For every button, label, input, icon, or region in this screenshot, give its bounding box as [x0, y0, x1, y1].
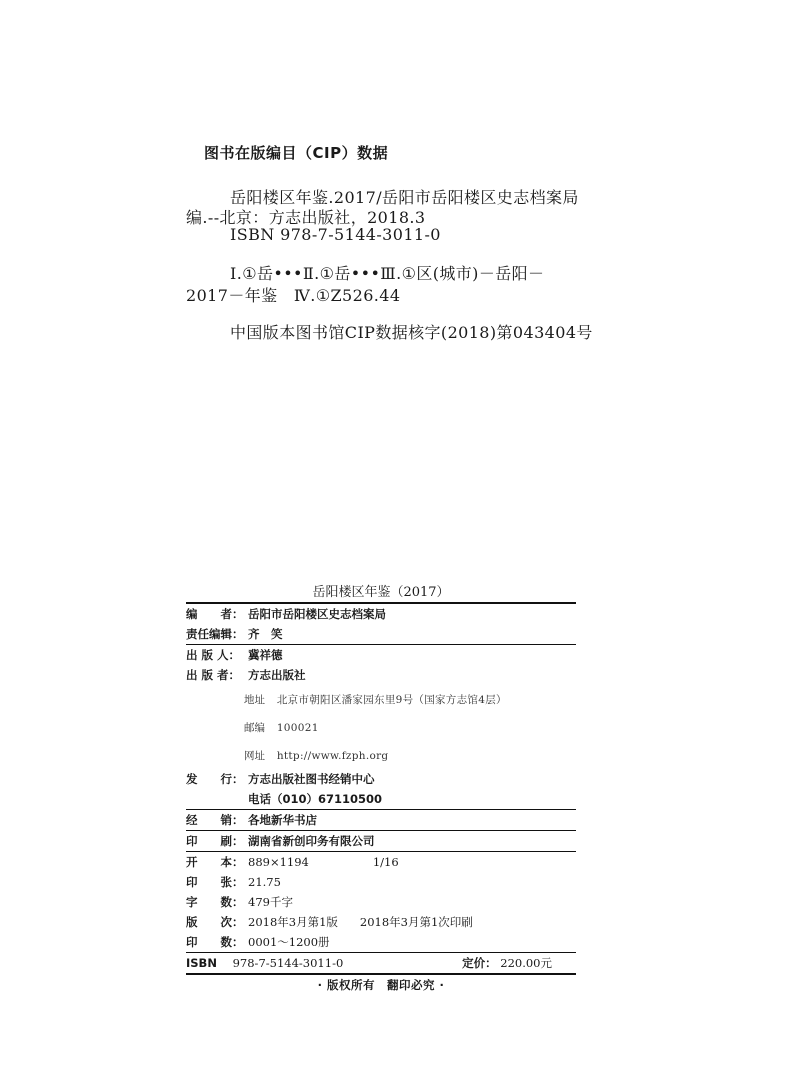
website-row	[186, 741, 576, 769]
publisher-row	[186, 665, 576, 685]
cip-line-isbn: ISBN 978-7-5144-3011-0	[230, 225, 441, 244]
seller-value: 各地新华书店	[248, 813, 317, 827]
print-run-row	[186, 932, 576, 952]
printer-row	[186, 831, 576, 851]
printing-value: 2018年3月第1次印刷	[359, 915, 473, 929]
cip-line-title: 岳阳楼区年鉴.2017/岳阳市岳阳楼区史志档案局	[230, 188, 579, 207]
cip-line-publisher: 编.--北京：方志出版社，2018.3	[186, 208, 426, 227]
address-key: 地址	[244, 694, 265, 706]
printer-label: 印 刷：	[186, 834, 244, 848]
isbn-block	[186, 953, 343, 973]
sheets-value: 21.75	[248, 875, 281, 889]
edition-label: 版 次：	[186, 915, 244, 929]
postcode-row	[186, 713, 576, 741]
resp-editor-value: 齐 笑	[248, 627, 283, 641]
postcode-value: 100021	[276, 722, 319, 734]
price-value: 220.00元	[500, 956, 552, 970]
address-value: 北京市朝阳区潘家园东里9号（国家方志馆4层）	[276, 694, 507, 706]
sheets-label: 印 张：	[186, 875, 244, 889]
cip-line-record-number: 中国版本图书馆CIP数据核字(2018)第043404号	[230, 323, 593, 342]
cip-title: 图书在版编目（CIP）数据	[204, 144, 389, 162]
rights-notice: · 版权所有 翻印必究 ·	[317, 978, 445, 992]
address-row	[186, 685, 576, 713]
publisher-person-value: 冀祥德	[248, 648, 283, 662]
words-value: 479千字	[248, 895, 293, 909]
cip-line-subjects: Ⅰ.①岳•••Ⅱ.①岳•••Ⅲ.①区(城市)－岳阳－	[230, 264, 545, 283]
postcode-key: 邮编	[244, 722, 265, 734]
editor-row	[186, 604, 576, 624]
publisher-person-row	[186, 645, 576, 665]
isbn-value: 978-7-5144-3011-0	[232, 956, 344, 970]
print-run-value: 0001～1200册	[248, 935, 330, 949]
format-value: 889×1194	[248, 855, 309, 869]
format-fold-value: 1/16	[372, 855, 399, 869]
isbn-label: ISBN	[186, 956, 217, 970]
publisher-label: 出 版 者：	[186, 668, 241, 682]
distribution-label: 发 行：	[186, 772, 244, 786]
website-value: http://www.fzph.org	[276, 750, 389, 762]
editor-label: 编 者：	[186, 607, 244, 621]
price-label: 定价：	[462, 956, 497, 970]
seller-row	[186, 810, 576, 830]
edition-row	[186, 912, 576, 932]
resp-editor-row	[186, 624, 576, 644]
resp-editor-label: 责任编辑：	[186, 627, 244, 641]
isbn-price-row	[186, 953, 576, 973]
format-label: 开 本：	[186, 855, 244, 869]
sheets-row	[186, 872, 576, 892]
cip-line-classification: 2017－年鉴 Ⅳ.①Z526.44	[186, 286, 401, 305]
phone-value: 电话（010）67110500	[248, 792, 383, 806]
colophon	[186, 583, 576, 995]
colophon-book-title: 岳阳楼区年鉴（2017）	[312, 585, 450, 600]
words-row	[186, 892, 576, 912]
printer-value: 湖南省新创印务有限公司	[248, 834, 375, 848]
edition-value: 2018年3月第1版	[248, 915, 338, 929]
format-row	[186, 852, 576, 872]
publisher-person-label: 出 版 人：	[186, 648, 241, 662]
seller-label: 经 销：	[186, 813, 244, 827]
publisher-value: 方志出版社	[248, 668, 306, 682]
price-block	[462, 953, 576, 973]
print-run-label: 印 数：	[186, 935, 244, 949]
words-label: 字 数：	[186, 895, 244, 909]
editor-value: 岳阳市岳阳楼区史志档案局	[248, 607, 386, 621]
distribution-row	[186, 769, 576, 789]
distribution-value: 方志出版社图书经销中心	[248, 772, 375, 786]
website-key: 网址	[244, 750, 265, 762]
phone-row	[186, 789, 576, 809]
